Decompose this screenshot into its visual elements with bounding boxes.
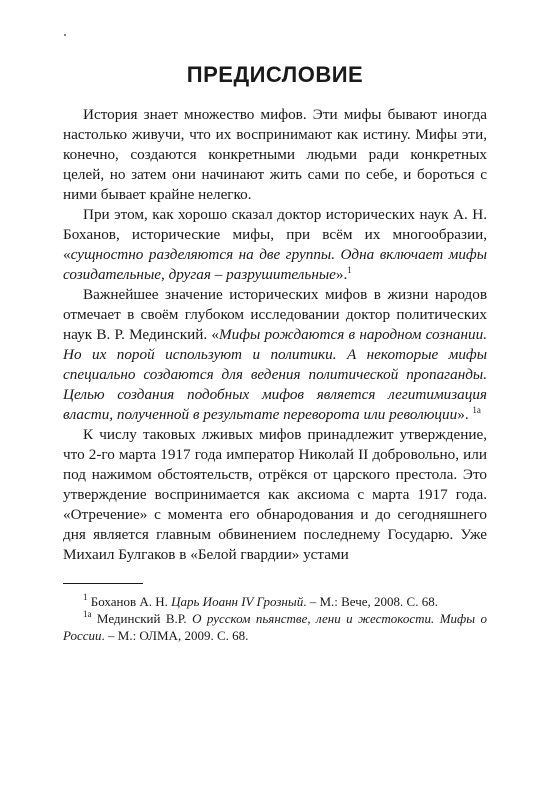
- paragraph-1: [63, 105, 487, 205]
- page-title: ПРЕДИСЛОВИЕ: [186, 62, 364, 87]
- footnote-1: [63, 593, 487, 610]
- text-run: История знает множество мифов. Эти мифы бывают иногда настолько живучи, что их воспринимают как истину. Мифы эти, конечно, создаются конкретными людьми ради конкретных целей, но затем они начинают жить сами по себе, и бороться с ними бывает крайне нелегко.: [63, 106, 487, 203]
- text-run: Важнейшее значение исторических мифов в жизни народов отмечает в своём глубоком исследовании доктор политических наук В. Р. Мединский. «: [63, 286, 487, 343]
- book-page: [63, 62, 487, 644]
- text-run: Мединский В.Р.: [91, 611, 193, 626]
- footnote-1a: [63, 610, 487, 644]
- footnote-mark: 1: [83, 592, 88, 602]
- text-run: . – М.: Вече, 2008. С. 68.: [303, 594, 438, 609]
- italic-quote: О русском пьянстве, лени и жестокости. Мифы о России: [63, 611, 488, 643]
- italic-quote: Мифы рождаются в народном сознании. Но их порой используют и политики. А некоторые мифы специально создаются для ведения политической пропаганды. Целью создания подобных мифов является легитимизация власти, полученной в результате переворота или революции: [63, 326, 487, 423]
- text-run: К числу таковых лживых мифов принадлежит утверждение, что 2-го марта 1917 года император Николай II добровольно, или под нажимом обстоятельств, отрёкся от царского престола. Это утверждение воспринимается как аксиома с марта 1917 года. «Отречение» с момента его обнародования и до сегодняшнего дня является главным обвинением последнему Государю. Уже Михаил Булгаков в «Белой гвардии» устами: [63, 426, 487, 563]
- footnotes: [63, 593, 487, 644]
- paragraph-4: [63, 425, 487, 565]
- italic-quote: сущностно разделяются на две группы. Одна включает мифы созидательные, другая – разрушительные: [63, 246, 487, 283]
- text-run: . – М.: ОЛМА, 2009. С. 68.: [101, 628, 249, 643]
- italic-quote: Царь Иоанн IV Грозный: [171, 594, 304, 609]
- text-run: ».: [335, 266, 348, 283]
- footnote-mark: 1а: [472, 405, 481, 415]
- text-run: Боханов А. Н.: [87, 594, 172, 609]
- text-run: При этом, как хорошо сказал доктор исторических наук А. Н. Боханов, исторические мифы, при всём их многообразии, «: [63, 206, 487, 263]
- footnote-mark: 1: [347, 265, 352, 275]
- footnote-separator: [63, 583, 143, 584]
- text-run: ».: [457, 406, 473, 423]
- paragraph-2: [63, 205, 487, 285]
- paragraph-3: [63, 285, 487, 425]
- body-text: [63, 105, 487, 565]
- page-speck: [64, 34, 66, 36]
- footnote-mark: 1а: [83, 609, 92, 619]
